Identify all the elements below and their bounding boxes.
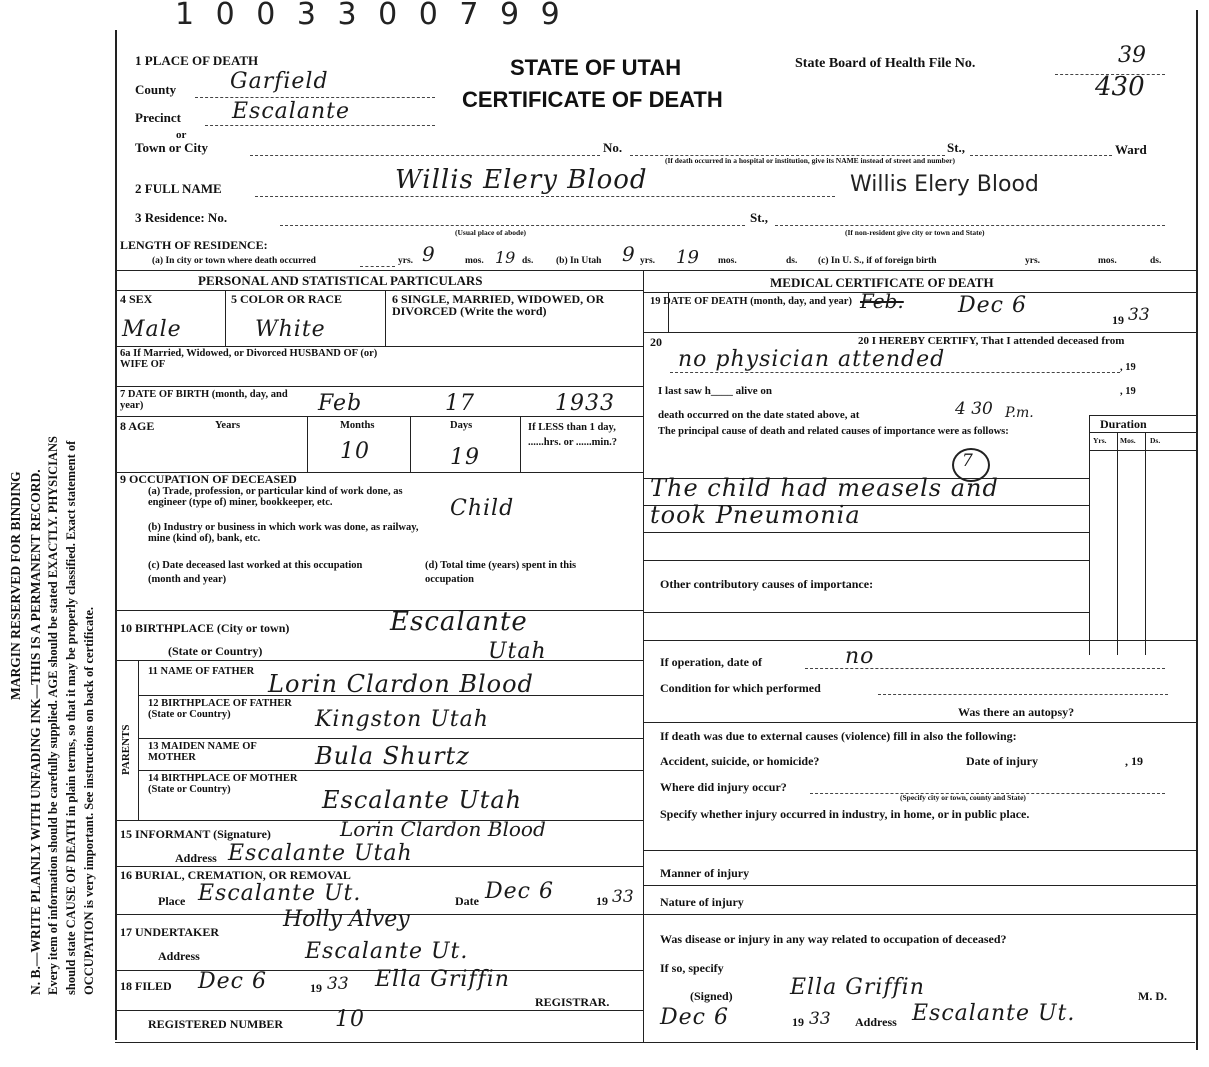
dob-day: 17 <box>445 391 475 416</box>
sex-label: 4 SEX <box>120 292 153 306</box>
specify-injury-label: Specify whether injury occurred in industry, in home, or in public place. <box>660 807 1030 821</box>
margin-instructions-line2: should state CAUSE OF DEATH in plain terms, so that it may be properly classified. Exact statement of <box>64 440 78 995</box>
residence-b-months: 19 <box>676 247 699 268</box>
personal-heading: PERSONAL AND STATISTICAL PARTICULARS <box>198 273 483 288</box>
duration-ds: Ds. <box>1150 436 1161 445</box>
burial-year-prefix: 19 <box>596 894 608 908</box>
filed-year-value: 33 <box>327 974 349 994</box>
signature-address-label: Address <box>855 1015 897 1029</box>
age-days-value: 19 <box>450 445 480 470</box>
mother-name-value: Bula Shurtz <box>315 742 470 770</box>
registrar-signature: Ella Griffin <box>375 967 510 992</box>
dob-year: 1933 <box>555 391 615 416</box>
form-right-border <box>1196 10 1198 1050</box>
full-name-label: 2 FULL NAME <box>135 181 222 196</box>
parents-side-label: PARENTS <box>120 724 132 775</box>
residence-a-yrs-label: yrs. <box>398 256 414 266</box>
margin-write-plainly-note: N. B.—WRITE PLAINLY WITH UNFADING INK—THIS IS A PERMANENT RECORD. <box>28 469 43 995</box>
marital-label: 6 SINGLE, MARRIED, WIDOWED, OR DIVORCED (Write the word) <box>392 292 605 318</box>
physician-signature: Ella Griffin <box>790 975 925 1000</box>
certify-to-year: , 19 <box>1120 362 1136 373</box>
margin-instructions-line3: OCCUPATION is very important. See instructions on back of certificate. <box>82 606 96 995</box>
undertaker-label: 17 UNDERTAKER <box>120 925 220 939</box>
age-days-label: Days <box>450 420 473 431</box>
or-label: or <box>176 129 187 141</box>
length-of-residence-label: LENGTH OF RESIDENCE: <box>120 238 268 252</box>
residence-note-nonresident: (If non-resident give city or town and State) <box>845 228 985 237</box>
occupation-label: 9 OCCUPATION OF DECEASED <box>120 472 297 486</box>
cause-line1: The child had measels and <box>650 474 999 502</box>
duration-label: Duration <box>1100 417 1147 431</box>
burial-date-value: Dec 6 <box>485 879 554 904</box>
duration-yrs: Yrs. <box>1093 436 1107 445</box>
undertaker-address-value: Escalante Ut. <box>305 939 469 964</box>
age-months-value: 10 <box>340 439 370 464</box>
cause-line2: took Pneumonia <box>650 501 861 529</box>
operation-label: If operation, date of <box>660 655 762 669</box>
death-time-suffix: P.m. <box>1005 405 1034 421</box>
sex-value: Male <box>122 317 182 342</box>
undertaker-name: Holly Alvey <box>283 907 410 932</box>
date-of-death-value: Dec 6 <box>958 293 1027 318</box>
mother-name-label: 13 MAIDEN NAME OF MOTHER <box>148 741 257 763</box>
cause-label: The principal cause of death and related causes of importance were as follows: <box>658 426 1009 437</box>
mother-birthplace-label: 14 BIRTHPLACE OF MOTHER (State or Country) <box>148 773 298 795</box>
death-occurred-label: death occurred on the date stated above, at <box>658 409 860 421</box>
age-less-label: If LESS than 1 day, ......hrs. or ......min.? <box>528 422 618 448</box>
duration-mos: Mos. <box>1120 436 1136 445</box>
full-name-printed: Willis Elery Blood <box>850 172 1039 197</box>
occupation-b-label: (b) Industry or business in which work was done, as railway, mine (kind of), bank, etc. <box>148 522 419 544</box>
form-title-state: STATE OF UTAH <box>510 55 682 80</box>
residence-a-years: 9 <box>422 242 435 266</box>
circled-mark-value: 7 <box>962 451 973 471</box>
column-divider <box>643 270 644 1042</box>
color-label: 5 COLOR OR RACE <box>231 292 343 306</box>
full-name-handwritten: Willis Elery Blood <box>395 165 648 195</box>
form-title-certificate: CERTIFICATE OF DEATH <box>462 87 723 112</box>
residence-a-mos-label: mos. <box>465 256 484 266</box>
if-so-label: If so, specify <box>660 961 724 975</box>
occupation-value: Child <box>450 496 515 521</box>
dob-label: 7 DATE OF BIRTH (month, day, and year) <box>120 389 288 411</box>
age-label: 8 AGE <box>120 419 155 433</box>
informant-label: 15 INFORMANT (Signature) <box>120 827 271 841</box>
filed-date-value: Dec 6 <box>198 969 267 994</box>
burial-label: 16 BURIAL, CREMATION, OR REMOVAL <box>120 868 351 882</box>
street-label: St., <box>947 140 966 155</box>
birthplace-city: Escalante <box>390 607 528 637</box>
certificate-stamp-number: 1 0 0 3 3 0 0 7 9 9 <box>175 0 566 32</box>
informant-signature: Lorin Clardon Blood <box>340 817 546 841</box>
dob-month: Feb <box>318 391 363 416</box>
county-value: Garfield <box>230 69 329 94</box>
injury-where-note: (Specify city or town, county and State) <box>900 793 1026 802</box>
age-months-label: Months <box>340 420 375 431</box>
undertaker-address-label: Address <box>158 949 200 963</box>
date-of-death-year: 33 <box>1128 305 1150 325</box>
precinct-value: Escalante <box>232 99 350 124</box>
county-label: County <box>135 82 177 97</box>
residence-b-label: (b) In Utah <box>556 256 602 266</box>
residence-c-label: (c) In U. S., if of foreign birth <box>818 256 937 266</box>
burial-year-value: 33 <box>612 887 634 907</box>
signature-date-value: Dec 6 <box>660 1005 729 1030</box>
birthplace-label: 10 BIRTHPLACE (City or town) <box>120 621 290 635</box>
mother-birthplace-value: Escalante Utah <box>322 786 523 814</box>
certify-label: 20 I HEREBY CERTIFY, That I attended deceased from <box>858 335 1125 347</box>
residence-note-abode: (Usual place of abode) <box>455 228 527 237</box>
signature-address-value: Escalante Ut. <box>912 1001 1076 1026</box>
place-of-death-label: 1 PLACE OF DEATH <box>135 53 259 68</box>
md-label: M. D. <box>1138 989 1167 1003</box>
occupation-a-label: (a) Trade, profession, or particular kind of work done, as engineer (type of) miner, bookkeeper, etc. <box>148 486 403 508</box>
injury-date-label: Date of injury <box>966 754 1038 768</box>
margin-binding-note: MARGIN RESERVED FOR BINDING <box>8 471 23 700</box>
other-causes-label: Other contributory causes of importance: <box>660 577 874 591</box>
ward-label: Ward <box>1115 142 1147 157</box>
residence-c-mos-label: mos. <box>1098 256 1117 266</box>
residence-b-years: 9 <box>622 242 635 266</box>
residence-c-ds-label: ds. <box>1150 256 1162 266</box>
margin-instructions-line1: Every item of information should be carefully supplied. AGE should be stated EXACTLY. PHYSICIANS <box>46 436 60 995</box>
injury-where-label: Where did injury occur? <box>660 780 787 794</box>
street-number-label: No. <box>603 140 623 155</box>
date-of-death-label: 19 DATE OF DEATH (month, day, and year) <box>650 296 852 307</box>
occupation-d-label: (d) Total time (years) spent in this occupation <box>425 560 577 585</box>
registered-number-label: REGISTERED NUMBER <box>148 1017 284 1031</box>
burial-date-label: Date <box>455 894 479 908</box>
filed-year-prefix: 19 <box>310 981 322 995</box>
age-years-label: Years <box>215 420 241 431</box>
birthplace-state: Utah <box>488 639 547 664</box>
father-birthplace-value: Kingston Utah <box>315 707 489 732</box>
medical-heading: MEDICAL CERTIFICATE OF DEATH <box>770 275 994 290</box>
father-birthplace-label: 12 BIRTHPLACE OF FATHER (State or Country) <box>148 698 292 720</box>
occupation-related-label: Was disease or injury in any way related to occupation of deceased? <box>660 932 1007 946</box>
injury-year-label: , 19 <box>1125 754 1143 768</box>
date-of-death-struck: Feb. <box>860 289 904 313</box>
residence-label: 3 Residence: No. <box>135 210 228 225</box>
date-of-death-year-prefix: 19 <box>1112 313 1124 327</box>
file-number-label: State Board of Health File No. <box>795 56 976 71</box>
town-label: Town or City <box>135 140 208 155</box>
file-number-extra: 430 <box>1095 72 1145 102</box>
accident-label: Accident, suicide, or homicide? <box>660 754 820 768</box>
father-name-label: 11 NAME OF FATHER <box>148 666 255 677</box>
nature-of-injury-label: Nature of injury <box>660 895 744 909</box>
registered-number-value: 10 <box>335 1007 365 1032</box>
manner-of-injury-label: Manner of injury <box>660 866 750 880</box>
form-left-border <box>115 30 117 1040</box>
birthplace-state-label: (State or Country) <box>168 644 263 658</box>
certify-value: no physician attended <box>678 347 946 372</box>
color-value: White <box>255 317 326 342</box>
spouse-label: 6a If Married, Widowed, or Divorced HUSBAND OF (or) WIFE OF <box>120 348 378 370</box>
registrar-label: REGISTRAR. <box>535 995 610 1009</box>
signature-year-prefix: 19 <box>792 1015 804 1029</box>
informant-address-label: Address <box>175 851 217 865</box>
condition-label: Condition for which performed <box>660 681 821 695</box>
external-causes-label: If death was due to external causes (violence) fill in also the following: <box>660 729 1017 743</box>
occupation-c-label: (c) Date deceased last worked at this occupation (month and year) <box>148 560 363 585</box>
residence-a-label: (a) In city or town where death occurred <box>152 256 316 266</box>
residence-c-yrs-label: yrs. <box>1025 256 1041 266</box>
autopsy-label: Was there an autopsy? <box>958 705 1075 719</box>
operation-value: no <box>845 644 875 669</box>
signed-label: (Signed) <box>690 989 733 1003</box>
death-time-value: 4 30 <box>955 399 993 419</box>
burial-place-label: Place <box>158 894 186 908</box>
residence-a-days: 19 <box>495 248 516 267</box>
filed-label: 18 FILED <box>120 979 172 993</box>
precinct-label: Precinct <box>135 110 181 125</box>
form-bottom-border <box>115 1042 1195 1043</box>
burial-place-value: Escalante Ut. <box>198 881 362 906</box>
residence-a-ds-label: ds. <box>522 256 534 266</box>
residence-street-label: St., <box>750 210 769 225</box>
signature-year-value: 33 <box>809 1009 831 1029</box>
file-number-value: 39 <box>1118 43 1146 68</box>
informant-address-value: Escalante Utah <box>228 841 413 866</box>
last-saw-label: I last saw h____ alive on <box>658 385 772 397</box>
hospital-note: (If death occurred in a hospital or institution, give its NAME instead of street and number) <box>665 156 956 165</box>
father-name-value: Lorin Clardon Blood <box>268 670 534 698</box>
